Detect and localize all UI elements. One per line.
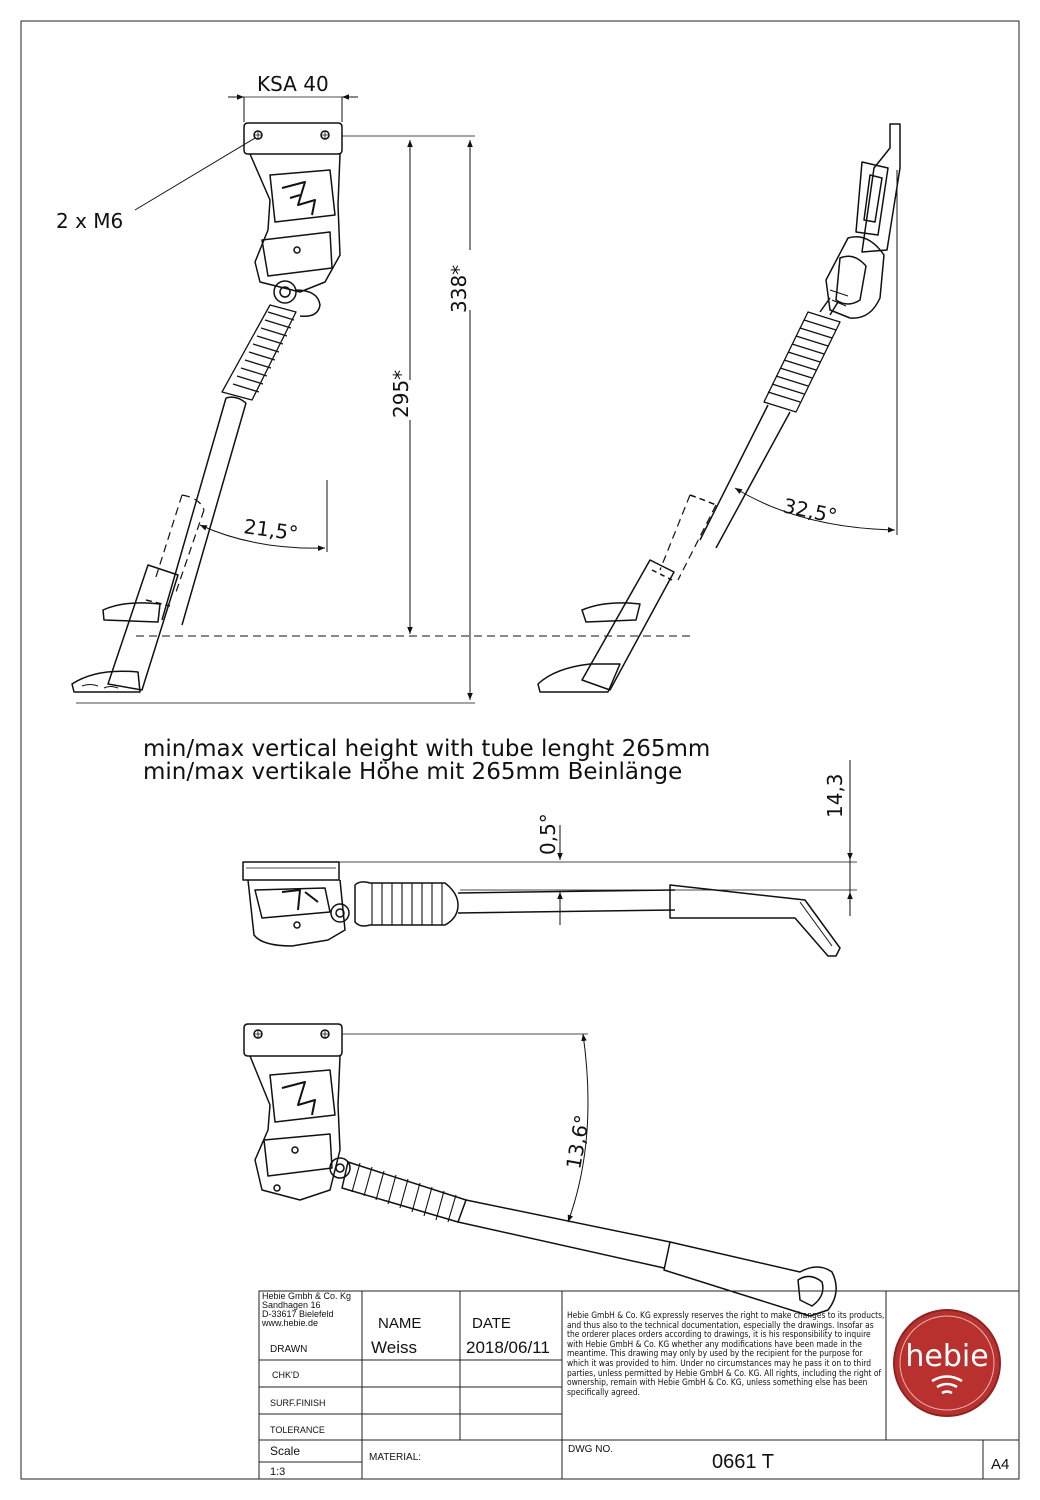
kickstand-view-max (538, 124, 900, 692)
dimension-lines-front (342, 1034, 588, 1222)
sheet-size: A4 (991, 1456, 1010, 1473)
angle-left-label: 21,5° (242, 514, 300, 546)
dim-295: 295* (389, 369, 413, 418)
row-surf: SURF.FINISH (270, 1398, 326, 1408)
company-address (262, 1292, 362, 1328)
drawn-date: 2018/06/11 (466, 1338, 550, 1357)
row-tol: TOLERANCE (270, 1425, 325, 1435)
scale-label: Scale (270, 1444, 301, 1458)
note-en: min/max vertical height with tube lenght 265mm (143, 736, 711, 762)
holes-label: 2 x M6 (56, 209, 124, 233)
kickstand-view-folded-front (244, 1024, 836, 1316)
company-line: D-33617 Bielefeld (262, 1309, 334, 1319)
logo-text: hebie (905, 1339, 989, 1374)
row-chkd: CHK'D (272, 1370, 300, 1380)
dimension-lines-right (735, 170, 897, 535)
material-label: MATERIAL: (369, 1452, 422, 1463)
dwg-label: DWG NO. (568, 1444, 613, 1455)
angle-bottom-label: 13,6° (561, 1112, 595, 1171)
offset-label: 14,3 (823, 773, 847, 818)
row-drawn: DRAWN (270, 1344, 308, 1355)
hebie-logo (894, 1310, 1000, 1416)
dwg-number: 0661 T (712, 1451, 774, 1473)
scale-value: 1:3 (270, 1466, 286, 1478)
dim-338: 338* (447, 264, 471, 313)
angle-right-label: 32,5° (780, 493, 840, 529)
height-notes (143, 738, 710, 784)
company-line: Hebie Gmbh & Co. Kg (262, 1291, 352, 1301)
col-name: NAME (378, 1315, 422, 1332)
angle-top-label: 0,5° (536, 813, 560, 855)
legal-disclaimer: Hebie GmbH & Co. KG expressly reserves the right to make changes to its products, and thus also to the technical documentation, especially the drawings. Insofar as the orderer places orders according to drawings, it is his responsibility to inquire with Hebie GmbH & Co. KG whether any modifications have been made in the meantime. This drawing may only by used by the recipient for the purpose for which it was provided to him. Under no circumstances may he pass it on to third parties, unless permitted by Hebie GmbH & Co. KG. All rights, including the right of ownership, remain with Hebie GmbH & Co. KG, unless something else has been specifically agreed. (567, 1310, 885, 1397)
dimension-lines (76, 97, 695, 703)
drawn-name: Weiss (371, 1338, 417, 1357)
note-de: min/max vertikale Höhe mit 265mm Beinlänge (143, 759, 683, 785)
kickstand-view-folded-side (243, 862, 840, 956)
ksa-label: KSA 40 (257, 72, 329, 96)
company-line: Sandhagen 16 (262, 1300, 321, 1310)
company-line: www.hebie.de (262, 1318, 319, 1328)
col-date: DATE (472, 1315, 511, 1332)
